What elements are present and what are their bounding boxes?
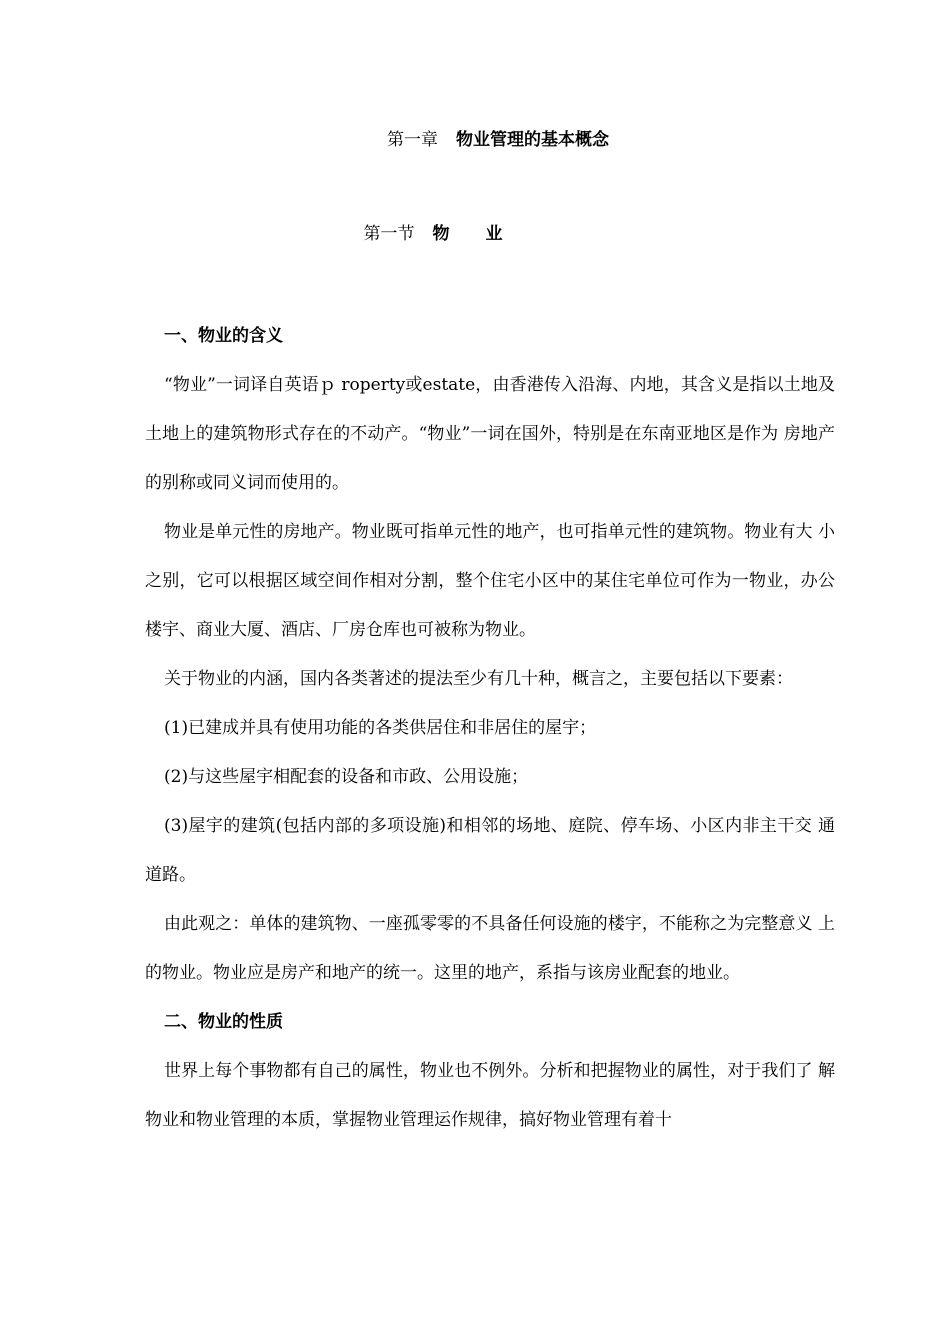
chapter-name: 物业管理的基本概念 <box>456 130 609 150</box>
paragraph-1: “物业”一词译自英语ｐ roperty或estate，由香港传入沿海、内地，其含义是指以土地及土地上的建筑物形式存在的不动产。“物业”一词在国外，特别是在东南亚地区是作为 房地产的别称或同义词而使用的。 <box>145 375 835 493</box>
list-item-3: (3)屋宇的建筑(包括内部的多项设施)和相邻的场地、庭院、停车场、小区内非主干交 通道路。 <box>145 816 835 885</box>
chapter-label: 第一章 <box>387 130 438 150</box>
paragraph-4: 由此观之：单体的建筑物、一座孤零零的不具备任何设施的楼宇，不能称之为完整意义 上的物业。物业应是房产和地产的统一。这里的地产，系指与该房业配套的地业。 <box>145 914 835 983</box>
list-item-2: (2)与这些屋宇相配套的设备和市政、公用设施； <box>164 767 529 787</box>
chapter-title <box>0 126 950 154</box>
section-title <box>0 220 902 248</box>
list-item-1: (1)已建成并具有使用功能的各类供居住和非居住的屋宇； <box>164 718 597 738</box>
paragraph-5: 世界上每个事物都有自己的属性，物业也不例外。分析和把握物业的属性，对于我们了 解物业和物业管理的本质，掌握物业管理运作规律，搞好物业管理有着十 <box>145 1061 835 1130</box>
heading-nature: 二、物业的性质 <box>164 1012 283 1032</box>
section-name: 物业 <box>432 224 539 244</box>
heading-meaning: 一、物业的含义 <box>164 326 283 346</box>
paragraph-3: 关于物业的内涵，国内各类著述的提法至少有几十种，概言之，主要包括以下要素： <box>164 669 793 689</box>
paragraph-2: 物业是单元性的房地产。物业既可指单元性的地产，也可指单元性的建筑物。物业有大 小之别，它可以根据区域空间作相对分割，整个住宅小区中的某住宅单位可作为一物业，办公楼宇、商业大厦、酒店、厂房仓库也可被称为物业。 <box>145 522 835 640</box>
section-label: 第一节 <box>363 224 415 244</box>
document-body <box>145 312 835 1145</box>
